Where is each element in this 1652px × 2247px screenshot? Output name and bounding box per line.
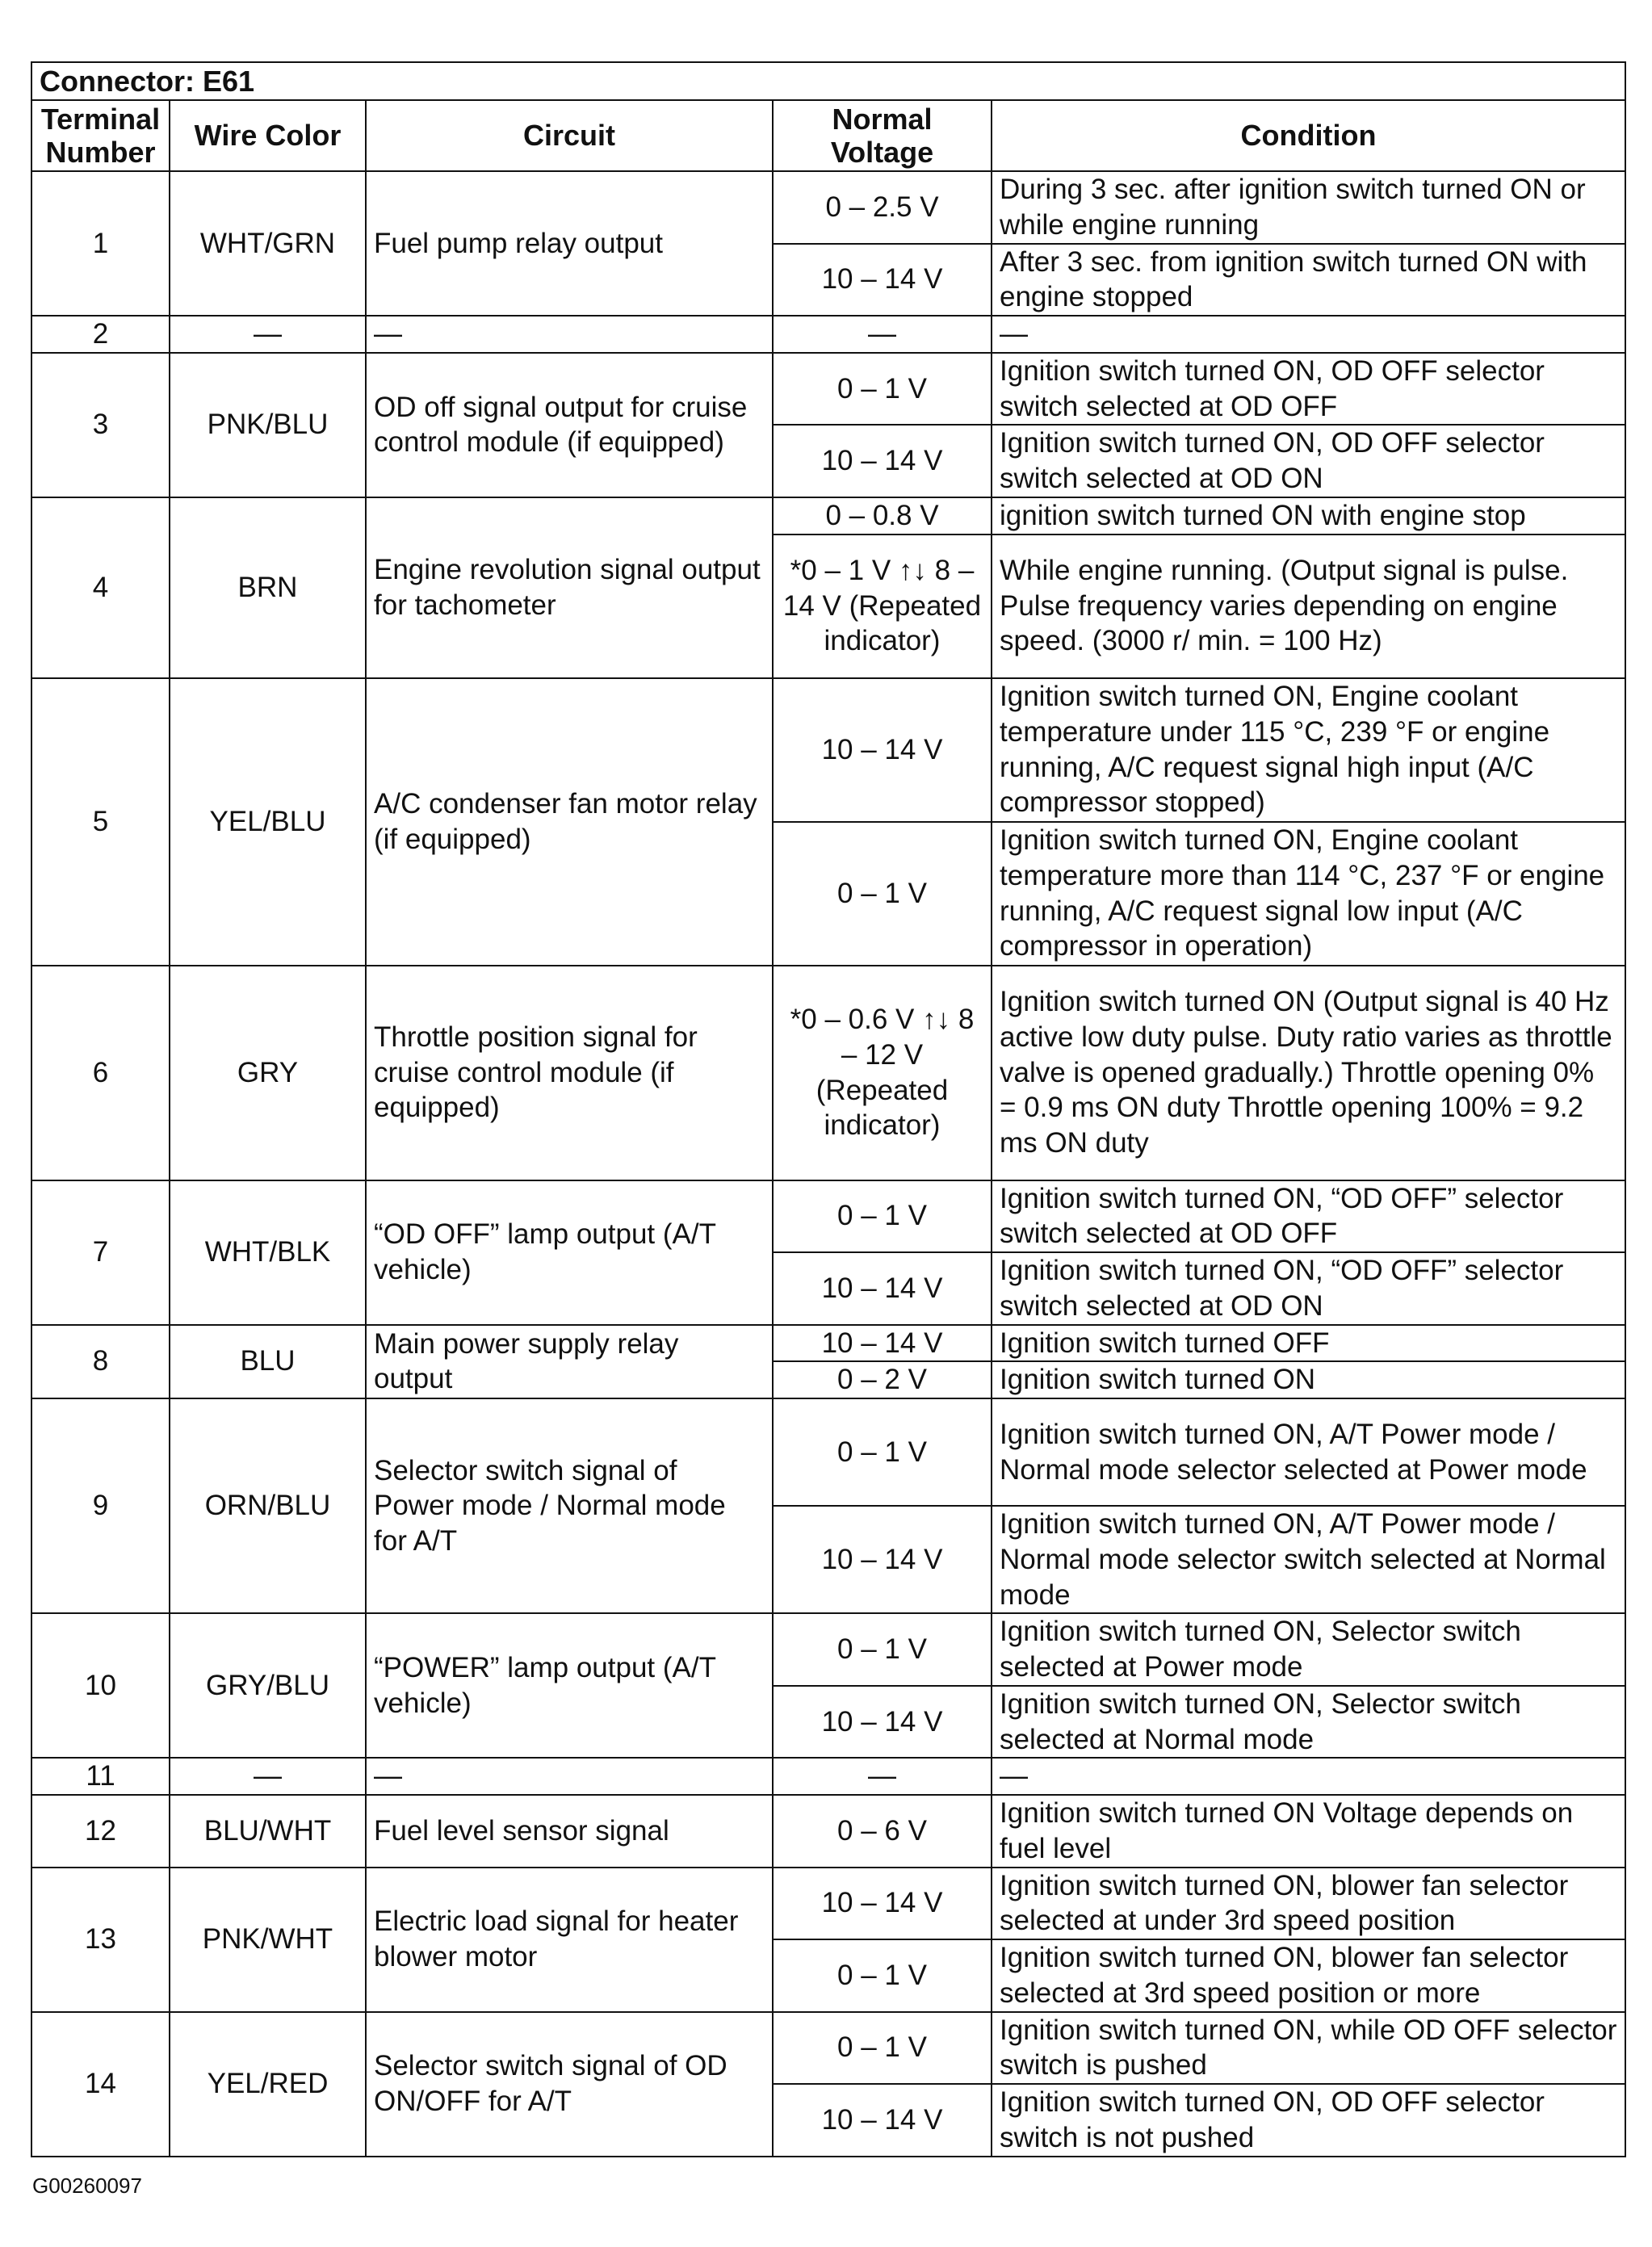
terminal-number-cell: 6	[31, 966, 170, 1180]
header-wire-color: Wire Color	[170, 100, 366, 171]
wire-color-cell: GRY	[170, 966, 366, 1180]
normal-voltage-cell: 0 – 6 V	[773, 1795, 992, 1868]
circuit-cell: Selector switch signal of OD ON/OFF for A/T	[366, 2012, 773, 2157]
wire-color-cell: —	[170, 1758, 366, 1795]
normal-voltage-cell: 0 – 1 V	[773, 822, 992, 966]
header-circuit: Circuit	[366, 100, 773, 171]
normal-voltage-cell: 10 – 14 V	[773, 678, 992, 822]
normal-voltage-cell: 0 – 0.8 V	[773, 497, 992, 535]
table-row	[31, 1398, 1625, 1506]
circuit-cell: “OD OFF” lamp output (A/T vehicle)	[366, 1180, 773, 1325]
table-row	[31, 1325, 1625, 1362]
wire-color-cell: ORN/BLU	[170, 1398, 366, 1613]
normal-voltage-cell: 10 – 14 V	[773, 2084, 992, 2157]
condition-cell: While engine running. (Output signal is pulse. Pulse frequency varies depending on engine speed. (3000 r/ min. = 100 Hz)	[992, 535, 1625, 678]
terminal-number-cell: 3	[31, 353, 170, 497]
terminal-number-cell: 9	[31, 1398, 170, 1613]
header-row	[31, 100, 1625, 171]
table-row	[31, 353, 1625, 426]
normal-voltage-cell: 0 – 2 V	[773, 1361, 992, 1398]
normal-voltage-cell: —	[773, 316, 992, 353]
wire-color-cell: BLU/WHT	[170, 1795, 366, 1868]
table-row	[31, 678, 1625, 822]
table-row	[31, 171, 1625, 244]
normal-voltage-cell: 0 – 1 V	[773, 2012, 992, 2085]
condition-cell: ignition switch turned ON with engine stop	[992, 497, 1625, 535]
terminal-number-cell: 11	[31, 1758, 170, 1795]
header-condition: Condition	[992, 100, 1625, 171]
condition-cell: Ignition switch turned ON, Selector switch selected at Normal mode	[992, 1686, 1625, 1759]
normal-voltage-cell: 10 – 14 V	[773, 1506, 992, 1613]
table-row	[31, 316, 1625, 353]
condition-cell: Ignition switch turned ON, A/T Power mode / Normal mode selector switch selected at Normal mode	[992, 1506, 1625, 1613]
normal-voltage-cell: 10 – 14 V	[773, 1252, 992, 1325]
terminal-number-cell: 4	[31, 497, 170, 678]
condition-cell: Ignition switch turned ON Voltage depends on fuel level	[992, 1795, 1625, 1868]
terminal-number-cell: 13	[31, 1868, 170, 2012]
table-row	[31, 966, 1625, 1180]
terminal-number-cell: 7	[31, 1180, 170, 1325]
circuit-cell: Fuel level sensor signal	[366, 1795, 773, 1868]
condition-cell: After 3 sec. from ignition switch turned ON with engine stopped	[992, 244, 1625, 317]
terminal-number-cell: 5	[31, 678, 170, 966]
wire-color-cell: —	[170, 316, 366, 353]
circuit-cell: “POWER” lamp output (A/T vehicle)	[366, 1613, 773, 1758]
wire-color-cell: GRY/BLU	[170, 1613, 366, 1758]
normal-voltage-cell: *0 – 0.6 V ↑↓ 8 – 12 V (Repeated indicator)	[773, 966, 992, 1180]
condition-cell: —	[992, 316, 1625, 353]
condition-cell: Ignition switch turned ON, Selector switch selected at Power mode	[992, 1613, 1625, 1686]
connector-table	[31, 61, 1626, 2157]
terminal-number-cell: 2	[31, 316, 170, 353]
terminal-number-cell: 10	[31, 1613, 170, 1758]
circuit-cell: —	[366, 1758, 773, 1795]
normal-voltage-cell: 10 – 14 V	[773, 1686, 992, 1759]
terminal-number-cell: 12	[31, 1795, 170, 1868]
wire-color-cell: PNK/WHT	[170, 1868, 366, 2012]
normal-voltage-cell: 0 – 1 V	[773, 1939, 992, 2012]
normal-voltage-cell: 10 – 14 V	[773, 244, 992, 317]
condition-cell: Ignition switch turned ON, Engine coolant temperature under 115 °C, 239 °F or engine running, A/C request signal high input (A/C compressor stopped)	[992, 678, 1625, 822]
table-row	[31, 1613, 1625, 1686]
wire-color-cell: WHT/GRN	[170, 171, 366, 316]
circuit-cell: OD off signal output for cruise control module (if equipped)	[366, 353, 773, 497]
table-row	[31, 1758, 1625, 1795]
wire-color-cell: YEL/RED	[170, 2012, 366, 2157]
condition-cell: During 3 sec. after ignition switch turned ON or while engine running	[992, 171, 1625, 244]
circuit-cell: Electric load signal for heater blower motor	[366, 1868, 773, 2012]
header-normal-voltage: Normal Voltage	[773, 100, 992, 171]
circuit-cell: Throttle position signal for cruise control module (if equipped)	[366, 966, 773, 1180]
table-row	[31, 1795, 1625, 1868]
condition-cell: Ignition switch turned ON, blower fan selector selected at 3rd speed position or more	[992, 1939, 1625, 2012]
normal-voltage-cell: 10 – 14 V	[773, 425, 992, 497]
table-row	[31, 1868, 1625, 1940]
header-terminal-number: Terminal Number	[31, 100, 170, 171]
wire-color-cell: YEL/BLU	[170, 678, 366, 966]
condition-cell: Ignition switch turned ON, OD OFF selector switch selected at OD OFF	[992, 353, 1625, 426]
condition-cell: Ignition switch turned ON, while OD OFF selector switch is pushed	[992, 2012, 1625, 2085]
condition-cell: Ignition switch turned ON, Engine coolant temperature more than 114 °C, 237 °F or engine running, A/C request signal low input (A/C compressor in operation)	[992, 822, 1625, 966]
condition-cell: Ignition switch turned ON, blower fan selector selected at under 3rd speed position	[992, 1868, 1625, 1940]
circuit-cell: Fuel pump relay output	[366, 171, 773, 316]
condition-cell: Ignition switch turned ON, “OD OFF” selector switch selected at OD OFF	[992, 1180, 1625, 1253]
condition-cell: Ignition switch turned ON, OD OFF selector switch selected at OD ON	[992, 425, 1625, 497]
table-row	[31, 497, 1625, 535]
connector-label: Connector: E61	[31, 62, 1625, 100]
normal-voltage-cell: 0 – 1 V	[773, 1398, 992, 1506]
table-row	[31, 2012, 1625, 2085]
circuit-cell: A/C condenser fan motor relay (if equipped)	[366, 678, 773, 966]
condition-cell: Ignition switch turned ON, “OD OFF” selector switch selected at OD ON	[992, 1252, 1625, 1325]
terminal-number-cell: 1	[31, 171, 170, 316]
condition-cell: Ignition switch turned ON, OD OFF selector switch is not pushed	[992, 2084, 1625, 2157]
figure-id: G00260097	[32, 2174, 142, 2198]
circuit-cell: Engine revolution signal output for tachometer	[366, 497, 773, 678]
terminal-number-cell: 8	[31, 1325, 170, 1399]
wire-color-cell: WHT/BLK	[170, 1180, 366, 1325]
condition-cell: Ignition switch turned ON (Output signal is 40 Hz active low duty pulse. Duty ratio varies as throttle valve is opened gradually.) Throttle opening 0% = 0.9 ms ON duty Throttle opening 100% = 9.2 ms ON duty	[992, 966, 1625, 1180]
circuit-cell: Main power supply relay output	[366, 1325, 773, 1399]
circuit-cell: Selector switch signal of Power mode / Normal mode for A/T	[366, 1398, 773, 1613]
condition-cell: —	[992, 1758, 1625, 1795]
table-row	[31, 1180, 1625, 1253]
wire-color-cell: BRN	[170, 497, 366, 678]
normal-voltage-cell: 10 – 14 V	[773, 1325, 992, 1362]
wire-color-cell: BLU	[170, 1325, 366, 1399]
condition-cell: Ignition switch turned OFF	[992, 1325, 1625, 1362]
condition-cell: Ignition switch turned ON, A/T Power mode / Normal mode selector selected at Power mode	[992, 1398, 1625, 1506]
circuit-cell: —	[366, 316, 773, 353]
table-body	[31, 62, 1625, 2157]
wire-color-cell: PNK/BLU	[170, 353, 366, 497]
terminal-number-cell: 14	[31, 2012, 170, 2157]
condition-cell: Ignition switch turned ON	[992, 1361, 1625, 1398]
normal-voltage-cell: *0 – 1 V ↑↓ 8 – 14 V (Repeated indicator)	[773, 535, 992, 678]
normal-voltage-cell: 0 – 1 V	[773, 1180, 992, 1253]
connector-row	[31, 62, 1625, 100]
normal-voltage-cell: —	[773, 1758, 992, 1795]
normal-voltage-cell: 0 – 1 V	[773, 353, 992, 426]
normal-voltage-cell: 0 – 1 V	[773, 1613, 992, 1686]
normal-voltage-cell: 0 – 2.5 V	[773, 171, 992, 244]
normal-voltage-cell: 10 – 14 V	[773, 1868, 992, 1940]
